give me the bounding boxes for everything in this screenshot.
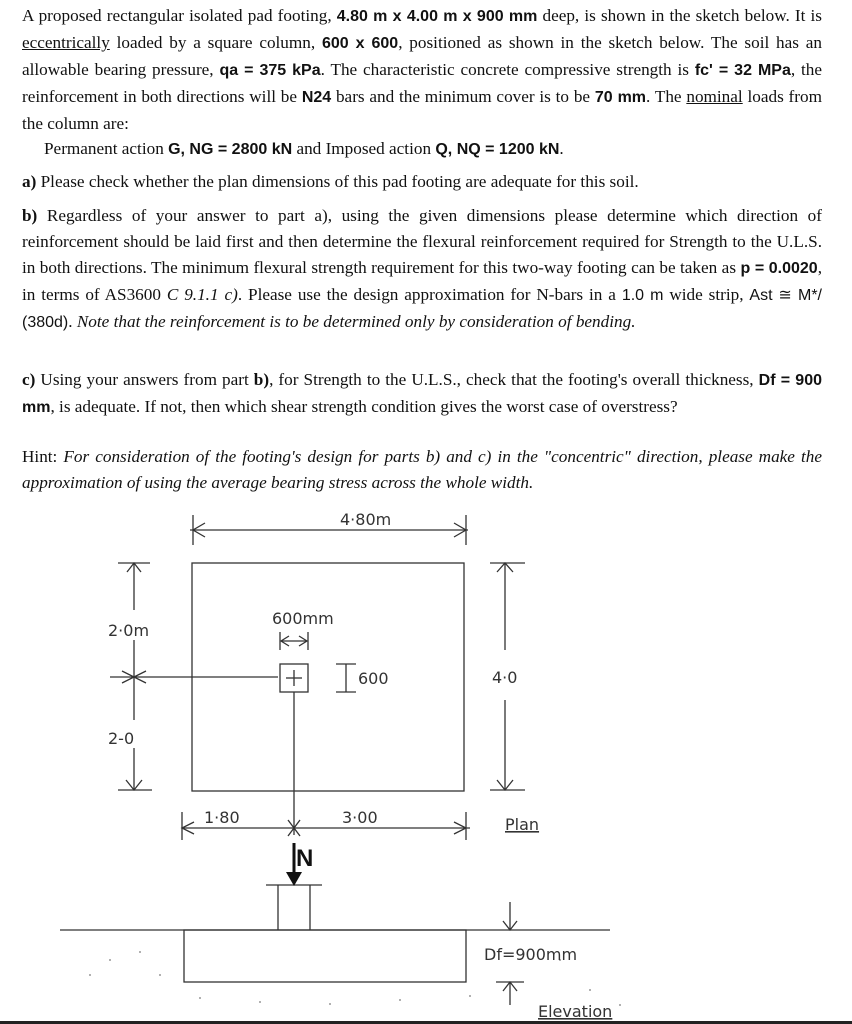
thickness-label: Df=900mm [484,945,578,964]
bottom-half-label: 2-0 [108,729,135,748]
loads-line: Permanent action G, NG = 2800 kN and Imposed action Q, NQ = 1200 kN. [44,139,564,158]
width-label: 4·80m [340,510,392,529]
left-offset-label: 1·80 [204,808,240,827]
plan-label: Plan [505,815,540,834]
hint: Hint: For consideration of the footing's design for parts b) and c) in the "concentric" direction, please make the approximation of using the average bearing stress across the whole width. [22,447,822,492]
top-half-label: 2·0m [108,621,150,640]
part-a: a) Please check whether the plan dimensions of this pad footing are adequate for this soil. [22,172,639,191]
part-b: b) Regardless of your answer to part a), using the given dimensions please determine which direction of reinforcement should be laid first and then determine the flexural reinforcement required for Strength to the U.L.S. in both directions. The minimum flexural strength requirement for this two-way footing can be taken as p = 0.0020, in terms of AS3600 C 9.1.1 c). Please use the design approximation for N-bars in a 1.0 m wide strip, Ast ≅ M*/ (380d). Note that the reinforcement is to be determined only by consideration of bending. [22,206,822,331]
load-label: N [296,845,314,872]
depth-label: 4·0 [492,668,518,687]
part-c: c) Using your answers from part b), for Strength to the U.L.S., check that the footing's overall thickness, Df = 900 mm, is adequate. If not, then which shear strength condition gives the worst case of overstress? [22,370,822,416]
column-dim-label: 600mm [272,609,334,628]
footing-elevation [184,930,466,982]
elevation-label: Elevation [538,1002,613,1021]
right-offset-label: 3·00 [342,808,378,827]
intro-paragraph: A proposed rectangular isolated pad footing, 4.80 m x 4.00 m x 900 mm deep, is shown in the sketch below. It is eccentrically loaded by a square column, 600 x 600, positioned as shown in the sketch below. The soil has an allowable bearing pressure, qa = 375 kPa. The characteristic concrete compressive strength is fc' = 32 MPa, the reinforcement in both directions will be N24 bars and the minimum cover is to be 70 mm. The nominal loads from the column are: [22,6,823,133]
column-dim2-label: 600 [358,669,389,688]
load-arrowhead [286,872,302,886]
